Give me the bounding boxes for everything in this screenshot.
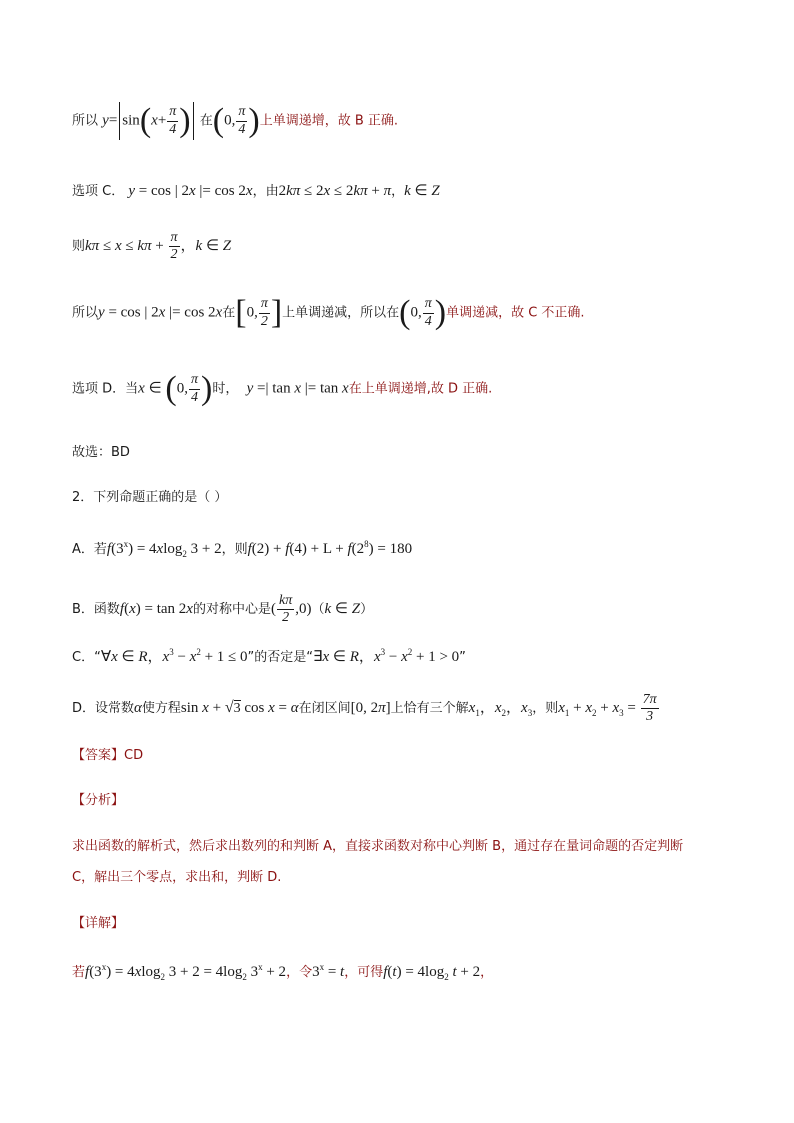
math-expr: Z bbox=[222, 238, 232, 255]
option-c bbox=[72, 648, 466, 665]
math-expr: x bbox=[202, 700, 209, 717]
math-expr: x bbox=[129, 601, 136, 618]
text: 上单调递增，故 B 正确. bbox=[259, 113, 399, 129]
math-expr: f bbox=[85, 964, 90, 980]
math-expr: α bbox=[134, 700, 142, 717]
math-expr: x bbox=[342, 380, 349, 397]
math-expr: ≤ 2 bbox=[300, 183, 324, 199]
paren-right: ) bbox=[179, 102, 191, 139]
math-expr: ∈ bbox=[117, 649, 139, 665]
equals-sign: = bbox=[108, 112, 118, 129]
math-expr: ≤ 2 bbox=[330, 183, 354, 199]
frac-7pi-3: $\frac{7\pi}{3}$ bbox=[642, 692, 657, 725]
math-expr: $_1$ + bbox=[564, 700, 586, 719]
text: ，则 bbox=[532, 701, 559, 717]
math-expr: x bbox=[585, 700, 593, 717]
math-expr: f bbox=[119, 601, 125, 618]
math-expr: 0, bbox=[176, 380, 188, 397]
math-expr: ， bbox=[180, 238, 196, 255]
paren-left: ( bbox=[165, 370, 177, 407]
math-expr: f bbox=[285, 541, 290, 557]
math-expr: 3 bbox=[233, 701, 241, 717]
paren-left: ( bbox=[212, 102, 225, 139]
math-expr: f bbox=[383, 964, 388, 980]
math-expr: ∈ bbox=[329, 649, 350, 665]
math-expr: $_2$， bbox=[501, 700, 522, 719]
math-expr: [0, 2 bbox=[350, 700, 379, 717]
math-expr: x bbox=[558, 700, 565, 717]
math-expr: $(3^x) = 4$ bbox=[111, 539, 157, 557]
math-expr: k bbox=[404, 183, 411, 199]
frac-pi-4: $\frac{\pi}{4}$ bbox=[424, 296, 432, 329]
text: 在 bbox=[199, 113, 213, 129]
text: 故选：BD bbox=[72, 445, 130, 460]
math-expr: (4) + L + bbox=[289, 541, 348, 557]
math-expr: x bbox=[323, 183, 331, 199]
text: ”的否定是“ bbox=[247, 650, 314, 665]
detail-label bbox=[72, 917, 124, 930]
option-b bbox=[72, 593, 373, 626]
math-expr: ∃ bbox=[313, 649, 323, 665]
frac-pi-2: $\frac{\pi}{2}$ bbox=[260, 296, 268, 329]
math-expr: t bbox=[340, 964, 345, 980]
option-a bbox=[72, 540, 412, 559]
math-expr: x bbox=[114, 238, 122, 255]
line-option-d bbox=[72, 372, 492, 406]
math-expr: $(2^8) = 180$ bbox=[351, 539, 413, 557]
text: ， bbox=[480, 965, 494, 980]
math-expr: k bbox=[324, 601, 332, 618]
math-expr: $_1$， bbox=[475, 700, 495, 719]
math-expr: x bbox=[156, 541, 164, 557]
math-expr: y bbox=[246, 380, 254, 397]
math-expr: x bbox=[373, 649, 381, 665]
text: 【详解】 bbox=[72, 916, 125, 931]
math-expr: x bbox=[189, 649, 197, 665]
text: 使方程 bbox=[141, 701, 181, 717]
text: （ bbox=[311, 602, 325, 618]
option-d bbox=[72, 692, 660, 725]
math-expr: ( bbox=[270, 601, 276, 618]
math-expr: y bbox=[98, 304, 105, 321]
math-zero: 0, bbox=[224, 112, 236, 129]
text: 的对称中心是 bbox=[192, 602, 271, 618]
math-expr: ， bbox=[358, 649, 374, 665]
detail-line bbox=[72, 963, 493, 982]
math-expr: 2 bbox=[278, 183, 287, 199]
sqrt-sign: √ bbox=[224, 699, 234, 717]
text: 在闭区间 bbox=[298, 701, 351, 717]
math-expr: ， bbox=[147, 649, 163, 665]
math-expr: ≤ bbox=[121, 238, 138, 255]
paren-left: ( bbox=[139, 102, 152, 139]
math-expr: ( bbox=[387, 964, 393, 980]
text: ” bbox=[459, 650, 466, 665]
math-expr: kπ bbox=[85, 238, 100, 255]
math-expr: R bbox=[349, 649, 359, 665]
line-option-c bbox=[72, 184, 440, 199]
math-expr: $^2$ + 1 ≤ 0 bbox=[196, 647, 248, 665]
math-expr: $(3^x) = 4$ bbox=[89, 962, 135, 980]
line-option-c-range bbox=[72, 230, 231, 263]
math-expr: x bbox=[215, 304, 223, 321]
paren-right: ) bbox=[248, 102, 260, 139]
text: 求出函数的解析式，然后求出数列的和判断 A，直接求函数对称中心判断 B，通过存在量词命题的否定判断 bbox=[72, 839, 684, 854]
math-expr: 0, bbox=[410, 304, 422, 321]
math-expr: ,0) bbox=[295, 601, 312, 618]
math-expr: ) = tan 2 bbox=[135, 601, 187, 618]
text: 【分析】 bbox=[72, 793, 125, 808]
text: 上单调递减，所以在 bbox=[282, 305, 400, 321]
text: 在 bbox=[222, 305, 236, 321]
math-expr: = cos | 2 bbox=[104, 304, 159, 321]
math-expr: $^3$ − bbox=[169, 647, 190, 665]
math-expr: (2) + bbox=[251, 541, 286, 557]
text: 所以 bbox=[72, 113, 99, 129]
math-expr: $\log_2 3 + 2$ bbox=[163, 541, 222, 559]
text: ，可得 bbox=[344, 965, 384, 980]
text: ，由 bbox=[252, 184, 279, 199]
text: A．若 bbox=[72, 542, 107, 557]
answer-line bbox=[72, 446, 130, 459]
math-expr: kπ bbox=[353, 183, 368, 199]
math-expr: = cos | 2 bbox=[135, 183, 189, 199]
math-expr: x bbox=[158, 304, 166, 321]
paren-left: ( bbox=[399, 294, 411, 331]
math-expr: $3^x$ = bbox=[312, 962, 341, 980]
math-expr: |= cos 2 bbox=[195, 183, 246, 199]
math-sin: sin bbox=[122, 112, 140, 129]
text: 【答案】CD bbox=[72, 748, 144, 763]
math-expr: ( bbox=[124, 601, 130, 618]
math-expr: x bbox=[322, 649, 330, 665]
math-expr: x bbox=[612, 700, 620, 717]
abs-bar-right bbox=[193, 102, 194, 140]
text: D．设常数 bbox=[72, 701, 135, 717]
frac-pi-4: $\frac{\pi}{4}$ bbox=[190, 372, 198, 405]
math-expr: + bbox=[208, 700, 225, 717]
bracket-right: ] bbox=[270, 294, 283, 331]
text: 2．下列命题正确的是（ ） bbox=[72, 490, 228, 505]
line-option-b-conclusion bbox=[72, 102, 398, 140]
math-expr: y bbox=[128, 183, 136, 199]
abs-bar-left bbox=[119, 102, 120, 140]
math-expr: x bbox=[186, 601, 193, 618]
text: B．函数 bbox=[72, 602, 120, 618]
math-expr: k bbox=[195, 238, 203, 255]
question-2 bbox=[72, 491, 227, 504]
text: 则 bbox=[72, 239, 86, 255]
text: 选项 D．当 bbox=[72, 381, 139, 397]
math-expr: 3 bbox=[527, 708, 533, 719]
text: ， bbox=[391, 184, 405, 199]
math-expr: π bbox=[383, 183, 392, 199]
math-expr: ∈ bbox=[331, 601, 352, 618]
text: ，则 bbox=[221, 542, 248, 557]
math-expr: ) = $4\log_2$ bbox=[396, 964, 449, 982]
math-expr: f bbox=[247, 541, 252, 557]
text: 若 bbox=[72, 965, 86, 980]
analysis-label bbox=[72, 794, 124, 807]
math-expr: |= tan bbox=[301, 380, 343, 397]
text: 上恰有三个解 bbox=[390, 701, 469, 717]
math-expr: x bbox=[134, 964, 142, 980]
paren-right: ) bbox=[201, 370, 213, 407]
math-expr: ∈ bbox=[144, 380, 166, 397]
math-expr: x bbox=[268, 700, 275, 717]
math-expr: x bbox=[111, 649, 118, 665]
math-expr: f bbox=[106, 541, 112, 557]
math-expr: x bbox=[494, 700, 502, 717]
math-expr: t bbox=[452, 964, 457, 980]
line-option-c-conclusion bbox=[72, 296, 585, 330]
analysis-text-1 bbox=[72, 840, 683, 853]
math-expr: x bbox=[468, 700, 476, 717]
math-expr: x bbox=[138, 380, 145, 397]
math-expr: $^2$ + 1 > 0 bbox=[407, 647, 460, 665]
math-expr: 0, bbox=[246, 304, 258, 321]
math-y-eq: y bbox=[102, 112, 109, 129]
math-expr: Z bbox=[351, 601, 361, 618]
math-expr: Z bbox=[431, 183, 440, 199]
math-expr: |= cos 2 bbox=[165, 304, 216, 321]
math-expr: sin bbox=[180, 700, 203, 717]
text: 所以 bbox=[72, 305, 99, 321]
math-expr: $^3$ − bbox=[380, 647, 402, 665]
frac-pi-2: $\frac{\pi}{2}$ bbox=[170, 230, 178, 263]
math-expr: $_2$ + bbox=[592, 700, 613, 719]
math-expr: R bbox=[138, 649, 148, 665]
math-expr: = bbox=[274, 700, 291, 717]
math-expr: $_3$ = bbox=[619, 700, 640, 719]
math-expr: + 2 bbox=[456, 964, 481, 980]
math-expr: kπ bbox=[137, 238, 152, 255]
math-expr: x bbox=[401, 649, 408, 665]
math-expr: ] bbox=[385, 700, 391, 717]
math-expr: kπ bbox=[286, 183, 301, 199]
paren-right: ) bbox=[434, 294, 447, 331]
math-expr: ∈ bbox=[202, 238, 223, 255]
math-expr: cos bbox=[240, 700, 269, 717]
math-expr: ≤ bbox=[99, 238, 115, 255]
math-x: x bbox=[151, 112, 158, 129]
frac-pi-4: $\frac{\pi}{4}$ bbox=[169, 104, 177, 137]
text: 选项 C． bbox=[72, 184, 125, 199]
text: C，解出三个零点，求出和，判断 D. bbox=[72, 870, 282, 885]
math-expr: $\log_2 3 + 2 = 4\log_2$ $3^x + 2$ bbox=[141, 962, 287, 982]
math-expr: x bbox=[245, 183, 253, 199]
math-expr: =| tan bbox=[253, 380, 295, 397]
text: 时， bbox=[212, 381, 239, 397]
math-expr: ∈ bbox=[410, 183, 432, 199]
math-expr: + bbox=[367, 183, 384, 199]
frac-pi-4: $\frac{\pi}{4}$ bbox=[238, 104, 246, 137]
text: 单调递减，故 C 不正确. bbox=[446, 305, 585, 321]
math-expr: f bbox=[347, 541, 352, 557]
math-expr: x bbox=[521, 700, 528, 717]
text: ，令 bbox=[286, 965, 313, 980]
bracket-left: [ bbox=[235, 294, 247, 331]
answer-label bbox=[72, 749, 143, 762]
math-plus: + bbox=[157, 112, 167, 129]
math-expr: ∀ bbox=[100, 649, 112, 665]
math-expr: + bbox=[151, 238, 168, 255]
text: ） bbox=[360, 602, 374, 618]
analysis-text-2 bbox=[72, 871, 281, 884]
math-expr: π bbox=[378, 700, 386, 717]
text: C．“ bbox=[72, 650, 101, 665]
frac-kpi-2: $\frac{k\pi}{2}$ bbox=[278, 593, 293, 626]
math-expr: x bbox=[294, 380, 301, 397]
math-expr: x bbox=[189, 183, 196, 199]
math-expr: α bbox=[290, 700, 299, 717]
math-expr: x bbox=[162, 649, 170, 665]
text: 在上单调递增,故 D 正确. bbox=[348, 381, 493, 397]
math-expr: t bbox=[392, 964, 397, 980]
